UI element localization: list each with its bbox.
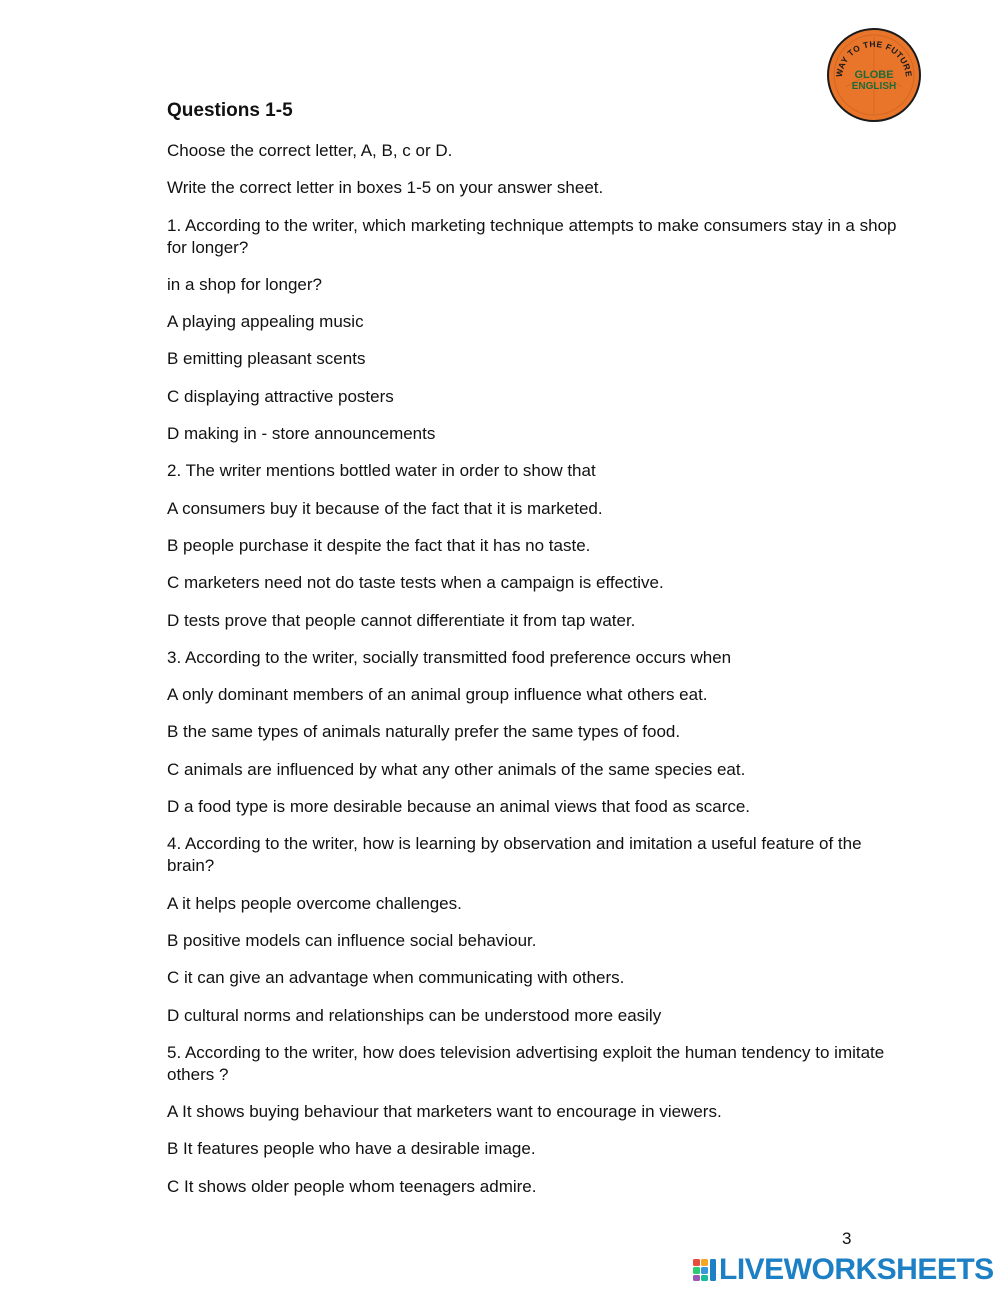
question-1-extra: in a shop for longer? [167,274,322,294]
question-4-text: 4. According to the writer, how is learning by observation and imitation a useful feature of the brain? [167,834,862,876]
instruction-line: Choose the correct letter, A, B, c or D. [167,141,453,160]
question-5-option-a: A It shows buying behaviour that marketers want to encourage in viewers. [167,1102,722,1122]
worksheet-content [167,98,912,1213]
question-3-text: 3. According to the writer, socially transmitted food preference occurs when [167,647,732,667]
question-4-option-a: A it helps people overcome challenges. [167,893,462,913]
question-2-option-c: C marketers need not do taste tests when a campaign is effective. [167,573,664,593]
page-title: Questions 1-5 [167,100,293,121]
question-4-option-b: B positive models can influence social behaviour. [167,930,537,950]
question-1-text: 1. According to the writer, which marketing technique attempts to make consumers stay in a shop for longer? [167,215,897,257]
question-2-text: 2. The writer mentions bottled water in order to show that [167,461,596,481]
question-3-option-c: C animals are influenced by what any other animals of the same species eat. [167,759,746,779]
page-number: 3 [842,1229,852,1248]
question-1-option-b: B emitting pleasant scents [167,349,366,369]
logo-line2: ENGLISH [851,81,897,92]
logo-line1: GLOBE [854,69,894,81]
liveworksheets-brand[interactable]: LIVEWORKSHEETS [719,1253,994,1286]
question-5-option-c: C It shows older people whom teenagers admire. [167,1176,537,1196]
question-3-option-b: B the same types of animals naturally prefer the same types of food. [167,722,681,742]
liveworksheets-icon [693,1259,717,1281]
question-2-option-a: A consumers buy it because of the fact that it is marketed. [167,498,603,518]
question-5-text: 5. According to the writer, how does television advertising exploit the human tendency to imitate others ? [167,1042,885,1084]
question-1-option-a: A playing appealing music [167,312,364,332]
logo-arc-text: WAY TO THE FUTURE [833,38,915,78]
question-3-option-d: D a food type is more desirable because an animal views that food as scarce. [167,797,751,817]
instruction-line: Write the correct letter in boxes 1-5 on your answer sheet. [167,178,604,198]
question-1-option-d: D making in - store announcements [167,424,436,444]
question-2-option-d: D tests prove that people cannot differentiate it from tap water. [167,610,636,630]
question-5-option-b: B It features people who have a desirable image. [167,1139,536,1159]
question-4-option-d: D cultural norms and relationships can be understood more easily [167,1005,662,1025]
question-4-option-c: C it can give an advantage when communicating with others. [167,968,625,988]
question-1-option-c: C displaying attractive posters [167,386,394,406]
question-2-option-b: B people purchase it despite the fact that it has no taste. [167,535,591,555]
question-3-option-a: A only dominant members of an animal group influence what others eat. [167,685,708,705]
